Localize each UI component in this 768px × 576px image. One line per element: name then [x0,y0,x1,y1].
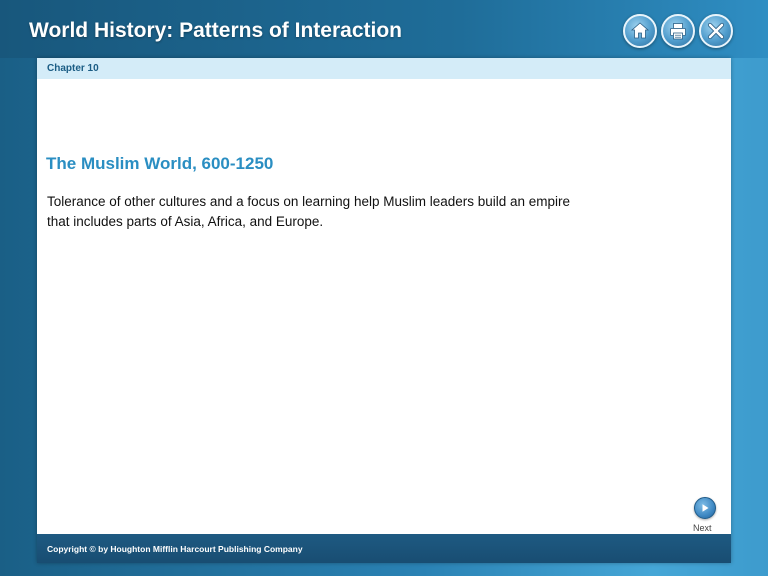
section-summary: Tolerance of other cultures and a focus on learning help Muslim leaders build an empire that includes parts of Asia, Africa, and Europe. [47,194,571,229]
close-button[interactable] [699,14,733,48]
home-icon [630,21,650,41]
chapter-strip [37,58,731,79]
chapter-label: Chapter 10 [47,63,99,74]
play-arrow-icon [700,503,710,513]
content-panel [37,58,731,563]
app-title: World History: Patterns of Interaction [29,19,402,42]
print-icon [668,21,688,41]
next-button[interactable] [694,497,716,519]
section-title: The Muslim World, 600-1250 [46,154,274,173]
close-icon [706,21,726,41]
copyright-text: Copyright © by Houghton Mifflin Harcourt Publishing Company [47,544,303,554]
next-label[interactable]: Next [693,523,712,533]
print-button[interactable] [661,14,695,48]
home-button[interactable] [623,14,657,48]
footer-bar [37,534,731,563]
